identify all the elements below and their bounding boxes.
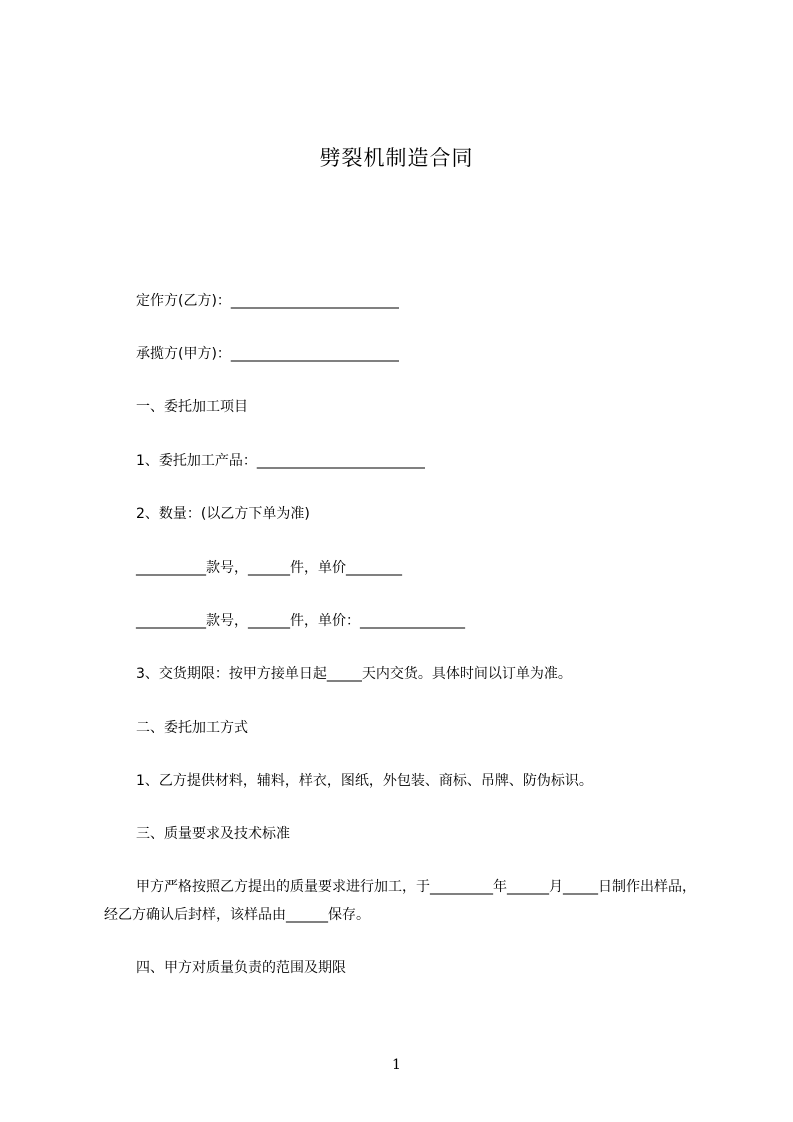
style-line-2: __________款号，______件，单价：_______________ <box>136 613 465 629</box>
style-line-1: __________款号，______件，单价________ <box>136 560 402 576</box>
document-title: 劈裂机制造合同 <box>319 146 474 170</box>
party-a-line: 承揽方(甲方)：________________________ <box>136 346 399 362</box>
section-3-heading: 三、质量要求及技术标准 <box>136 826 290 842</box>
item-quantity-line: 2、数量：(以乙方下单为准) <box>136 506 310 522</box>
section-1-heading: 一、委托加工项目 <box>136 399 248 415</box>
party-b-line: 定作方(乙方)：________________________ <box>136 293 399 309</box>
section-4-heading: 四、甲方对质量负责的范围及期限 <box>136 960 346 976</box>
section-2-heading: 二、委托加工方式 <box>136 720 248 736</box>
quality-paragraph: 甲方严格按照乙方提出的质量要求进行加工，于_________年______月_____日制作出样品，经乙方确认后封样，该样品由______保存。 <box>104 879 696 923</box>
page-number: 1 <box>392 1057 401 1073</box>
delivery-term-line: 3、交货期限：按甲方接单日起_____天内交货。具体时间以订单为准。 <box>136 666 572 682</box>
materials-line: 1、乙方提供材料，辅料，样衣，图纸，外包装、商标、吊牌、防伪标识。 <box>136 773 593 789</box>
item-product-line: 1、委托加工产品：________________________ <box>136 453 425 469</box>
